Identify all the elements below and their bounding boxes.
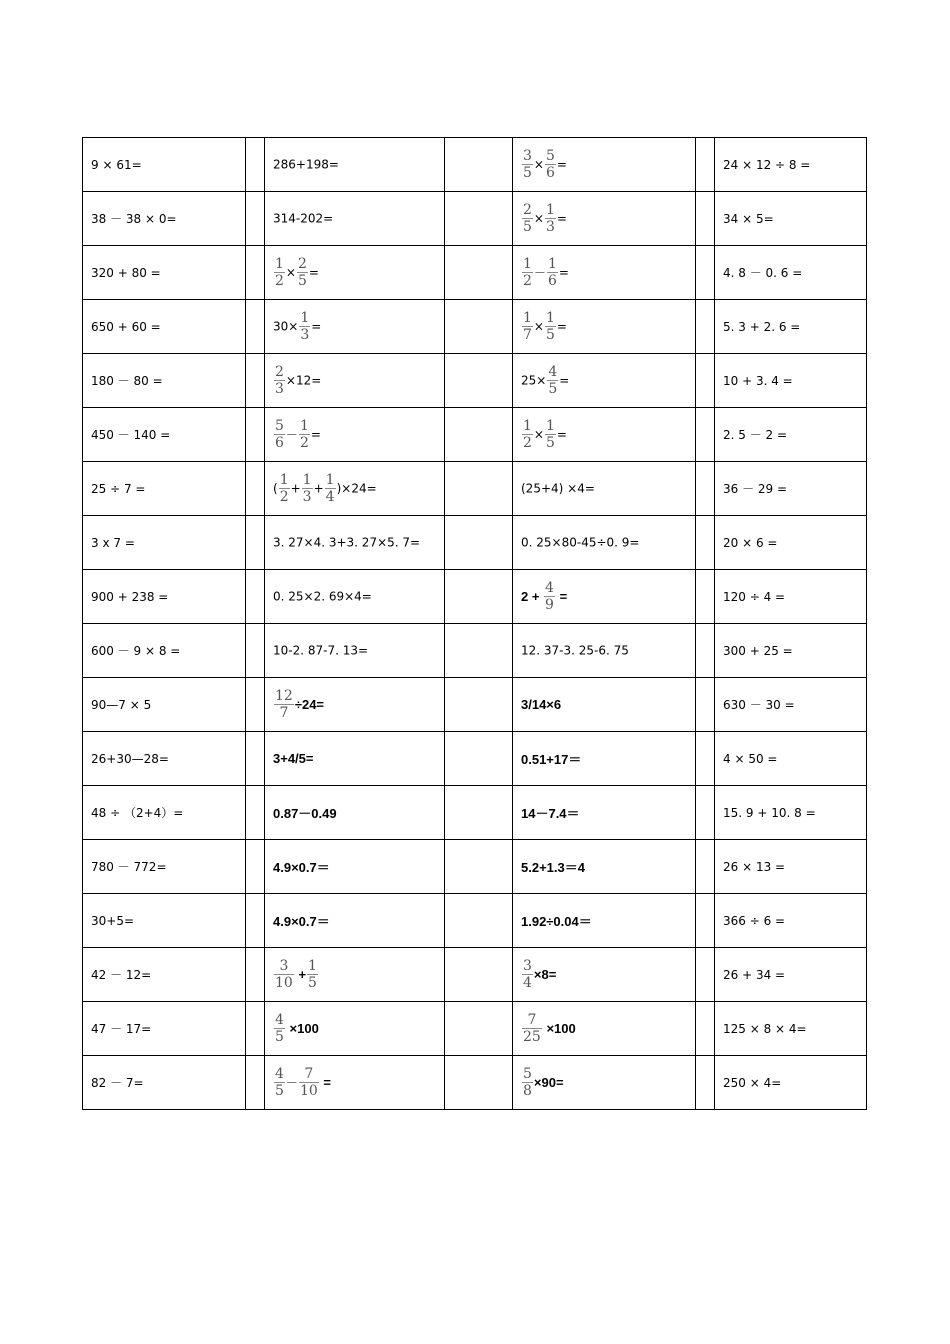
problem-cell	[513, 138, 696, 192]
fraction-denominator: 10	[275, 975, 293, 991]
fraction-numerator: 1	[302, 472, 312, 488]
fraction-denominator: 5	[275, 1083, 284, 1099]
fraction	[279, 472, 290, 505]
expression-text: ×	[285, 265, 296, 280]
fraction-numerator: 4	[545, 580, 554, 596]
expression-text: ×8=	[533, 967, 557, 982]
fraction-numerator: 2	[297, 256, 307, 272]
fraction-numerator: 1	[547, 256, 557, 272]
problem-cell	[265, 570, 445, 624]
worksheet-row	[83, 894, 867, 948]
expression-text: ×	[533, 319, 544, 334]
answer-spacer-cell	[246, 192, 265, 246]
expression-text: 25×	[521, 373, 547, 388]
fraction-denominator: 9	[545, 597, 554, 613]
answer-spacer-cell	[696, 624, 715, 678]
fraction	[274, 958, 294, 991]
worksheet-row	[83, 462, 867, 516]
problem-cell	[265, 786, 445, 840]
fraction-numerator: 1	[300, 310, 310, 326]
problem-cell	[513, 840, 696, 894]
problem-cell: 25 ÷ 7 =	[83, 462, 246, 516]
fraction-denominator: 5	[545, 435, 555, 451]
problem-cell: 3 x 7 =	[83, 516, 246, 570]
expression-text: )×24=	[336, 481, 377, 496]
fraction	[545, 310, 556, 343]
problem-cell	[265, 624, 445, 678]
answer-spacer-cell	[696, 192, 715, 246]
expression-text: 0. 25×80-45÷0. 9=	[521, 535, 640, 550]
answer-spacer-cell	[696, 516, 715, 570]
problem-cell	[513, 786, 696, 840]
answer-spacer-cell	[696, 948, 715, 1002]
answer-spacer-cell	[445, 354, 513, 408]
answer-spacer-cell	[696, 678, 715, 732]
expression-text: =	[556, 319, 567, 334]
expression-text: －	[285, 1076, 298, 1090]
fraction-denominator: 3	[300, 327, 310, 343]
answer-spacer-cell	[445, 192, 513, 246]
problem-cell: 24 × 12 ÷ 8 =	[715, 138, 867, 192]
expression-text: 0.87－0.49	[273, 806, 337, 821]
problem-cell: 20 × 6 =	[715, 516, 867, 570]
fraction-numerator: 12	[275, 688, 293, 704]
answer-spacer-cell	[445, 1056, 513, 1110]
answer-spacer-cell	[696, 138, 715, 192]
fraction-denominator: 2	[279, 489, 289, 505]
fraction-numerator: 1	[523, 256, 532, 272]
fraction-numerator: 1	[545, 418, 555, 434]
problem-cell	[265, 354, 445, 408]
problem-cell	[265, 516, 445, 570]
expression-text: ×	[533, 211, 544, 226]
expression-text: (	[273, 481, 278, 496]
expression-text: =	[556, 427, 567, 442]
problem-cell: 26+30—28=	[83, 732, 246, 786]
worksheet-row	[83, 786, 867, 840]
problem-cell: 47 － 17=	[83, 1002, 246, 1056]
answer-spacer-cell	[696, 462, 715, 516]
problem-cell	[265, 246, 445, 300]
fraction-denominator: 3	[545, 219, 555, 235]
fraction	[544, 580, 555, 613]
expression-text: =	[319, 1075, 331, 1090]
expression-text: ×90=	[533, 1075, 564, 1090]
problem-cell	[265, 138, 445, 192]
fraction	[522, 1012, 542, 1045]
problem-cell: 630 － 30 =	[715, 678, 867, 732]
problem-cell	[265, 840, 445, 894]
fraction-denominator: 5	[545, 327, 555, 343]
answer-spacer-cell	[696, 1056, 715, 1110]
fraction	[545, 202, 556, 235]
fraction	[307, 958, 318, 991]
worksheet-row	[83, 192, 867, 246]
answer-spacer-cell	[246, 786, 265, 840]
answer-spacer-cell	[246, 300, 265, 354]
expression-text: +	[294, 967, 307, 982]
answer-spacer-cell	[445, 138, 513, 192]
problem-cell: 320 + 80 =	[83, 246, 246, 300]
fraction	[274, 1066, 285, 1099]
answer-spacer-cell	[445, 948, 513, 1002]
fraction-numerator: 3	[279, 958, 289, 974]
expression-text: =	[556, 157, 567, 172]
expression-text: 4.9×0.7＝	[273, 860, 330, 875]
problem-cell: 650 + 60 =	[83, 300, 246, 354]
fraction	[545, 148, 556, 181]
fraction-denominator: 25	[523, 1029, 541, 1045]
problem-cell	[265, 408, 445, 462]
expression-text: －	[285, 428, 298, 442]
problem-cell	[513, 462, 696, 516]
fraction-numerator: 1	[275, 256, 284, 272]
expression-text: ×100	[285, 1021, 319, 1036]
problem-cell: 4 × 50 =	[715, 732, 867, 786]
fraction-denominator: 5	[523, 219, 532, 235]
worksheet-row	[83, 948, 867, 1002]
answer-spacer-cell	[696, 840, 715, 894]
fraction-numerator: 3	[523, 958, 532, 974]
problem-cell	[513, 1002, 696, 1056]
expression-text: 3+4/5=	[273, 751, 314, 766]
fraction-denominator: 5	[275, 1029, 284, 1045]
answer-spacer-cell	[246, 354, 265, 408]
answer-spacer-cell	[445, 462, 513, 516]
fraction	[325, 472, 336, 505]
problem-cell: 26 × 13 =	[715, 840, 867, 894]
fraction-numerator: 4	[275, 1066, 284, 1082]
answer-spacer-cell	[445, 732, 513, 786]
problem-cell: 48 ÷ （2+4）=	[83, 786, 246, 840]
problem-cell: 250 × 4=	[715, 1056, 867, 1110]
fraction	[522, 1066, 533, 1099]
fraction-denominator: 10	[299, 1083, 318, 1099]
answer-spacer-cell	[246, 246, 265, 300]
arithmetic-worksheet-table	[82, 137, 867, 1110]
answer-spacer-cell	[246, 408, 265, 462]
expression-text: 30×	[273, 319, 299, 334]
expression-text: 1.92÷0.04＝	[521, 914, 592, 929]
answer-spacer-cell	[445, 408, 513, 462]
problem-cell: 10 + 3. 4 =	[715, 354, 867, 408]
problem-cell: 30+5=	[83, 894, 246, 948]
problem-cell	[513, 192, 696, 246]
worksheet-row	[83, 840, 867, 894]
problem-cell: 900 + 238 =	[83, 570, 246, 624]
answer-spacer-cell	[246, 732, 265, 786]
problem-cell: 5. 3 + 2. 6 =	[715, 300, 867, 354]
expression-text: ×12=	[285, 373, 322, 388]
expression-text: 4.9×0.7＝	[273, 914, 330, 929]
answer-spacer-cell	[696, 246, 715, 300]
fraction-numerator: 1	[299, 418, 309, 434]
fraction-numerator: 2	[275, 364, 284, 380]
fraction-denominator: 5	[523, 165, 532, 181]
fraction-numerator: 1	[279, 472, 289, 488]
fraction-numerator: 5	[523, 1066, 532, 1082]
problem-cell	[513, 516, 696, 570]
worksheet-row	[83, 1056, 867, 1110]
answer-spacer-cell	[445, 1002, 513, 1056]
fraction-numerator: 7	[304, 1066, 314, 1082]
problem-cell	[513, 570, 696, 624]
problem-cell: 450 － 140 =	[83, 408, 246, 462]
answer-spacer-cell	[246, 840, 265, 894]
fraction-numerator: 5	[545, 148, 555, 164]
answer-spacer-cell	[696, 300, 715, 354]
fraction	[522, 148, 533, 181]
problem-cell	[513, 678, 696, 732]
fraction-denominator: 3	[302, 489, 312, 505]
expression-text: =	[556, 211, 567, 226]
fraction-numerator: 1	[325, 472, 335, 488]
problem-cell: 38 － 38 × 0=	[83, 192, 246, 246]
worksheet-row	[83, 354, 867, 408]
answer-spacer-cell	[696, 570, 715, 624]
expression-text: 3. 27×4. 3+3. 27×5. 7=	[273, 535, 421, 550]
expression-text: ÷24=	[294, 697, 325, 712]
fraction-numerator: 1	[545, 310, 555, 326]
worksheet-row	[83, 300, 867, 354]
problem-cell	[265, 894, 445, 948]
problem-cell: 34 × 5=	[715, 192, 867, 246]
answer-spacer-cell	[246, 1056, 265, 1110]
answer-spacer-cell	[246, 138, 265, 192]
fraction	[274, 1012, 285, 1045]
answer-spacer-cell	[445, 678, 513, 732]
answer-spacer-cell	[445, 624, 513, 678]
problem-cell	[265, 678, 445, 732]
expression-text: 314-202=	[273, 211, 334, 226]
fraction	[547, 364, 558, 397]
expression-text: 2 +	[521, 589, 544, 604]
expression-text: 0. 25×2. 69×4=	[273, 589, 372, 604]
worksheet-row	[83, 678, 867, 732]
fraction	[522, 310, 533, 343]
fraction-denominator: 4	[325, 489, 335, 505]
fraction	[522, 958, 533, 991]
fraction	[302, 472, 313, 505]
expression-text: 3/14×6	[521, 697, 562, 712]
expression-text: 10-2. 87-7. 13=	[273, 643, 369, 658]
worksheet-body	[83, 138, 867, 1110]
fraction-denominator: 2	[523, 435, 532, 451]
expression-text: ×	[533, 427, 544, 442]
problem-cell: 366 ÷ 6 =	[715, 894, 867, 948]
fraction-numerator: 4	[275, 1012, 284, 1028]
problem-cell	[265, 948, 445, 1002]
answer-spacer-cell	[246, 516, 265, 570]
expression-text: 0.51+17＝	[521, 752, 582, 767]
problem-cell	[513, 732, 696, 786]
problem-cell: 4. 8 － 0. 6 =	[715, 246, 867, 300]
problem-cell: 780 － 772=	[83, 840, 246, 894]
fraction-numerator: 1	[545, 202, 555, 218]
worksheet-row	[83, 408, 867, 462]
answer-spacer-cell	[246, 948, 265, 1002]
answer-spacer-cell	[246, 624, 265, 678]
problem-cell	[265, 462, 445, 516]
expression-text: －	[533, 266, 546, 280]
answer-spacer-cell	[696, 894, 715, 948]
answer-spacer-cell	[246, 462, 265, 516]
problem-cell: 125 × 8 × 4=	[715, 1002, 867, 1056]
expression-text: 14－7.4＝	[521, 806, 580, 821]
fraction-numerator: 1	[308, 958, 317, 974]
problem-cell	[513, 624, 696, 678]
expression-text: (25+4) ×4=	[521, 481, 595, 496]
problem-cell	[513, 1056, 696, 1110]
answer-spacer-cell	[445, 246, 513, 300]
expression-text: =	[555, 589, 568, 604]
expression-text: =	[558, 265, 569, 280]
fraction-denominator: 5	[548, 381, 558, 397]
fraction-denominator: 2	[275, 273, 284, 289]
answer-spacer-cell	[445, 786, 513, 840]
fraction-numerator: 1	[523, 310, 532, 326]
problem-cell: 82 － 7=	[83, 1056, 246, 1110]
expression-text: 286+198=	[273, 157, 339, 172]
fraction	[522, 256, 533, 289]
worksheet-row	[83, 138, 867, 192]
expression-text: ×100	[542, 1021, 576, 1036]
problem-cell: 26 + 34 =	[715, 948, 867, 1002]
expression-text: =	[559, 373, 570, 388]
answer-spacer-cell	[445, 516, 513, 570]
expression-text: =	[310, 427, 321, 442]
fraction	[274, 364, 285, 397]
fraction-denominator: 2	[299, 435, 309, 451]
worksheet-row	[83, 246, 867, 300]
fraction	[297, 256, 308, 289]
fraction-denominator: 6	[545, 165, 555, 181]
answer-spacer-cell	[445, 840, 513, 894]
expression-text: ×	[533, 157, 544, 172]
fraction	[522, 418, 533, 451]
problem-cell: 36 － 29 =	[715, 462, 867, 516]
fraction-numerator: 7	[527, 1012, 537, 1028]
problem-cell	[513, 354, 696, 408]
answer-spacer-cell	[696, 1002, 715, 1056]
expression-text: +	[290, 481, 301, 496]
problem-cell	[513, 246, 696, 300]
expression-text: =	[308, 265, 319, 280]
problem-cell	[265, 1056, 445, 1110]
problem-cell	[513, 948, 696, 1002]
problem-cell	[513, 300, 696, 354]
fraction	[299, 310, 310, 343]
fraction-numerator: 4	[548, 364, 558, 380]
problem-cell	[513, 894, 696, 948]
answer-spacer-cell	[445, 300, 513, 354]
fraction-numerator: 3	[523, 148, 532, 164]
fraction-denominator: 6	[275, 435, 284, 451]
answer-spacer-cell	[246, 678, 265, 732]
problem-cell	[265, 192, 445, 246]
problem-cell	[265, 300, 445, 354]
fraction-denominator: 6	[547, 273, 557, 289]
expression-text: +	[313, 481, 324, 496]
problem-cell: 120 ÷ 4 =	[715, 570, 867, 624]
problem-cell	[265, 1002, 445, 1056]
answer-spacer-cell	[445, 570, 513, 624]
fraction-denominator: 5	[308, 975, 317, 991]
problem-cell: 2. 5 － 2 =	[715, 408, 867, 462]
answer-spacer-cell	[696, 786, 715, 840]
problem-cell: 9 × 61=	[83, 138, 246, 192]
fraction	[545, 418, 556, 451]
fraction	[299, 418, 310, 451]
fraction-denominator: 7	[523, 327, 532, 343]
expression-text: 12. 37-3. 25-6. 75	[521, 643, 629, 658]
answer-spacer-cell	[696, 408, 715, 462]
fraction	[299, 1066, 319, 1099]
fraction	[522, 202, 533, 235]
fraction	[274, 688, 294, 721]
worksheet-row	[83, 1002, 867, 1056]
fraction-numerator: 1	[523, 418, 532, 434]
fraction	[274, 418, 285, 451]
fraction-denominator: 4	[523, 975, 532, 991]
worksheet-row	[83, 570, 867, 624]
fraction-denominator: 5	[297, 273, 307, 289]
answer-spacer-cell	[445, 894, 513, 948]
problem-cell: 90—7 × 5	[83, 678, 246, 732]
problem-cell: 180 － 80 =	[83, 354, 246, 408]
answer-spacer-cell	[246, 1002, 265, 1056]
fraction-denominator: 7	[279, 705, 289, 721]
problem-cell	[513, 408, 696, 462]
problem-cell: 15. 9 + 10. 8 =	[715, 786, 867, 840]
answer-spacer-cell	[246, 894, 265, 948]
answer-spacer-cell	[696, 732, 715, 786]
fraction	[274, 256, 285, 289]
fraction	[547, 256, 558, 289]
worksheet-row	[83, 732, 867, 786]
problem-cell: 42 － 12=	[83, 948, 246, 1002]
expression-text: =	[311, 319, 322, 334]
fraction-numerator: 5	[275, 418, 284, 434]
fraction-denominator: 2	[523, 273, 532, 289]
problem-cell: 300 + 25 =	[715, 624, 867, 678]
fraction-numerator: 2	[523, 202, 532, 218]
answer-spacer-cell	[696, 354, 715, 408]
fraction-denominator: 8	[523, 1083, 532, 1099]
fraction-denominator: 3	[275, 381, 284, 397]
problem-cell	[265, 732, 445, 786]
worksheet-row	[83, 516, 867, 570]
problem-cell: 600 － 9 × 8 =	[83, 624, 246, 678]
answer-spacer-cell	[246, 570, 265, 624]
worksheet-row	[83, 624, 867, 678]
expression-text: 5.2+1.3＝4	[521, 860, 585, 875]
